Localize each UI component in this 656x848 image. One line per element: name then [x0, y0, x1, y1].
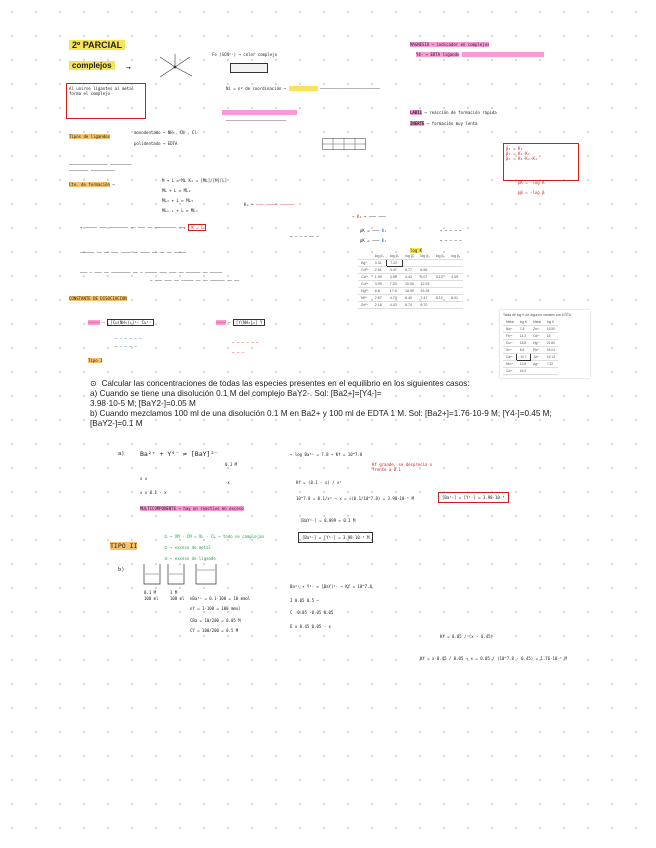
table-row — [358, 281, 463, 288]
table-header: log K — [544, 319, 558, 326]
table-cell: 3.50 — [387, 274, 402, 281]
table-cell: 8.10 — [433, 295, 448, 302]
dissociation-eq-2: ──── → [Y(NH₃)₆] Y — [216, 320, 265, 325]
page-title: 2º PARCIAL — [69, 40, 125, 50]
part-b-row-3: E x 0.45 0.05 - x — [290, 624, 331, 629]
part-a-row-2: -x — [225, 480, 230, 485]
table-cell: 16.13 — [544, 354, 558, 361]
dissociation-label: CONSTANTE DE DISOCIACIÓN — [69, 296, 127, 301]
table-cell: Fe²⁺ — [503, 333, 517, 340]
table-cell: Cu²⁺ — [358, 281, 372, 288]
part-b-row-1: I 0.05 0.5 — — [290, 598, 319, 603]
labil-row: LABIL → reacción de formación rápida — [410, 110, 497, 115]
table-cell: 8.70 — [417, 302, 432, 309]
table-cell: 10.7 — [517, 354, 530, 361]
table-cell — [433, 302, 448, 309]
table-cell: 13.8 — [517, 361, 530, 368]
polidentado-row: polidentado → EDTA — [134, 141, 178, 146]
tipo-1-label: Tipo I — [88, 358, 103, 363]
table-cell: 4.39 — [448, 274, 463, 281]
dissociation-eq-1: ───── → [Cu(NH₃)₄]²⁺ Cu²⁺ — [88, 320, 154, 325]
tipo-2-line-3: ③ → exceso de ligando — [164, 556, 216, 561]
table-cell: 16 — [544, 333, 558, 340]
beta-line-1: β₁ = K₁ — [506, 146, 523, 151]
pk-line-1: pK = -log K — [518, 180, 545, 185]
table-cell: Cd²⁺ — [530, 333, 544, 340]
table-cell: 16.50 — [544, 326, 558, 333]
arrow-icon: → — [126, 63, 131, 72]
part-b-mmol-1: nBa²⁺ = 0.1·100 = 10 mmol — [190, 596, 251, 601]
table-cell: 2.18 — [372, 302, 387, 309]
table-cell: Pb²⁺ — [530, 347, 544, 354]
part-b-k: Kf = 0.05 / (x · 0.45) — [440, 634, 493, 639]
part-b-equation: Ba²⁺ + Y⁴⁻ ⇌ [BaY]²⁻ → Kf = 10^7.8 — [290, 584, 372, 589]
table-header: log β₄ — [417, 253, 432, 260]
table-cell: 3.99 — [372, 281, 387, 288]
table-cell: 14.3 — [517, 333, 530, 340]
table-header: Metal — [530, 319, 544, 326]
table-row — [358, 302, 463, 309]
fescn-note: Fe (SCN²⁺) → color complejo — [212, 52, 278, 57]
table-cell: 7.8 — [517, 326, 530, 333]
coordination-note: Ni = nº de coordinación → ───────────────────────── — [226, 86, 381, 91]
table-row — [503, 347, 558, 354]
table-cell: 4.47 — [387, 267, 402, 274]
table-cell — [448, 267, 463, 274]
part-a-row-1: x x — [140, 476, 148, 481]
part-a-k1: Kf = (0.1 - x) / x² — [296, 480, 342, 485]
side-eq-4: → ─ ─ ─ ─ — [440, 238, 462, 243]
problem-line-1: ⊙ Calcular las concentraciones de todas las especies presentes en el equilibrio en los siguientes casos: — [90, 379, 470, 388]
formation-eq-3: ML₂ + L ⇌ ML₃ — [162, 198, 194, 203]
table-cell: 18.8 — [517, 340, 530, 347]
table-cell — [433, 260, 448, 267]
table-row — [503, 354, 558, 361]
table-cell: 5.07 — [417, 274, 432, 281]
bullet-icon: ⊙ — [90, 379, 97, 388]
problem-line-3: 3.98·10-5 M; [BaY2-]=0.05 M — [90, 399, 196, 408]
formation-eq-1: M + L ⇌ ML K₁ = [ML]/[M][L] — [162, 178, 228, 183]
formation-label: Cte. de formación → — [69, 182, 115, 187]
logk-table-title: log K — [410, 248, 423, 253]
table-cell: 2.67 — [372, 295, 387, 302]
table-cell: 7.33 — [387, 281, 402, 288]
beaker-2-conc: 1 M — [170, 590, 178, 595]
part-a-k2: 10^7.8 = 0.1/x² → x = √(0.1/10^7.8) = 3.98·10⁻⁵ M — [296, 496, 415, 501]
table-cell: Zn²⁺ — [358, 302, 372, 309]
table-cell — [433, 267, 448, 274]
beta-box — [503, 143, 579, 181]
formation-note-2: ──────── ────────── — [69, 168, 115, 173]
table-cell: 12.03 — [417, 281, 432, 288]
middle-line-c: ────── ── ── ─── ──── ── ──── ── ── ── ───── — [80, 250, 186, 255]
table-cell: Hg²⁺ — [358, 288, 372, 295]
table-cell: 10.06 — [402, 281, 417, 288]
table-cell: 1.99 — [372, 274, 387, 281]
table-cell: 19.28 — [417, 288, 432, 295]
table-cell: Ca²⁺ — [503, 354, 517, 361]
table-cell: 4.79 — [387, 295, 402, 302]
side-eq-2: pK = ─── K₂ — [360, 238, 387, 243]
table-cell: Hg²⁺ — [530, 340, 544, 347]
table-cell: 5.77 — [402, 267, 417, 274]
grid-sketch — [322, 138, 366, 150]
table-header: Metal — [503, 319, 517, 326]
table-cell: Ba²⁺ — [503, 326, 517, 333]
table-cell: 8.8 — [372, 288, 387, 295]
table-cell: 21.80 — [544, 340, 558, 347]
tipo-2-label: TIPO II — [110, 542, 138, 550]
complex-molecule-sketch — [150, 52, 200, 82]
table-row — [503, 368, 558, 375]
table-cell — [433, 288, 448, 295]
table-cell: Mn²⁺ — [503, 361, 517, 368]
edta-table — [503, 319, 558, 375]
table-cell: 18.04 — [544, 347, 558, 354]
part-a-conc: 0.1 M — [225, 462, 238, 467]
table-cell: Cu²⁺ — [503, 340, 517, 347]
beaker-1-vol: 100 ml — [144, 596, 159, 601]
monodentado-row: monodentado → NH₃, CN⁻, Cl⁻ — [134, 130, 200, 135]
part-b-mmol-2: nY = 1·100 = 100 mmol — [190, 606, 241, 611]
middle-line-d: ─── ─ ─── ── ──────── ── ─ ───── ─── ─── ── ────── ── ───── — [80, 270, 223, 275]
table-cell: 5.13 — [433, 274, 448, 281]
table-cell: 7.22 — [387, 260, 402, 267]
formation-eq-4: MLₙ₋₁ + L ⇌ MLₙ — [162, 208, 199, 213]
table-row — [503, 340, 558, 347]
table-header: log β₆ — [448, 253, 463, 260]
table-cell: 6.40 — [402, 295, 417, 302]
table-header: log K — [517, 319, 530, 326]
problem-line-5: [BaY2-]=0.1 M — [90, 419, 143, 428]
table-cell: 18.50 — [402, 288, 417, 295]
table-row — [503, 333, 558, 340]
table-cell — [402, 260, 417, 267]
part-b-conc-1: CBa = 10/200 = 0.05 M — [190, 618, 241, 623]
table-cell — [417, 260, 432, 267]
beta-line-2: β₂ = K₁·K₂ — [506, 151, 531, 156]
dissociation-blue-1: ─ ─ ─ ─ ─ ─ — [115, 336, 142, 341]
table-cell: 6.74 — [402, 302, 417, 309]
part-a-result-box: [Ba²⁺] = [Y⁴⁻] = 3.98·10⁻⁵ — [438, 492, 509, 503]
table-header: log β₅ — [433, 253, 448, 260]
table-header: log β₂ — [387, 253, 402, 260]
table-cell — [530, 368, 544, 375]
tipos-label: Tipos de ligandos — [69, 134, 110, 139]
table-cell — [544, 368, 558, 375]
ligand-note-box: Al unirse ligantes al metal forma el complejo — [66, 83, 146, 119]
tipo-2-line-1: ① → VM · CM = VL · CL → todo se complejan — [164, 534, 264, 539]
table-cell: 17.5 — [387, 288, 402, 295]
table-cell — [448, 288, 463, 295]
table-row — [503, 326, 558, 333]
fescn-box — [230, 63, 268, 73]
table-cell: 6.56 — [417, 267, 432, 274]
table-cell: 2.51 — [372, 267, 387, 274]
table-cell: Ni²⁺ — [358, 295, 372, 302]
table-cell: 8.6 — [517, 347, 530, 354]
pink-note: MULTICOMPONENTE → hay un reactivo en exceso — [140, 506, 244, 511]
table-cell: 3.31 — [372, 260, 387, 267]
table-cell — [448, 260, 463, 267]
part-a-bay: [BaY²⁻] = 0.099 ≈ 0.1 M — [300, 518, 356, 523]
part-a-kf: → log Ba²⁺ = 7.8 → Kf = 10^7.8 — [290, 452, 363, 457]
dissociation-row-2: ─ ─ ─ ─ ─ — [115, 344, 137, 349]
edta-logk-card — [500, 310, 590, 378]
table-row — [358, 295, 463, 302]
table-row — [358, 274, 463, 281]
table-cell: 4.43 — [402, 274, 417, 281]
problem-line-4: b) Cuando mezclamos 100 ml de una disolución 0.1 M en Ba2+ y 100 ml de EDTA 1 M. Sol: [Ba2+]=1.76·10-9 M; [Y4-]=0.45 M; — [90, 409, 552, 418]
table-cell: Zn²⁺ — [530, 326, 544, 333]
beakers-sketch — [142, 562, 222, 588]
logk-table — [358, 253, 463, 309]
table-cell: Co²⁺ — [503, 368, 517, 375]
problem-line-2: a) Cuando se tiene una disolución 0.1 M del complejo BaY2-. Sol: [Ba2+]=[Y4-]= — [90, 389, 382, 398]
table-row — [358, 260, 463, 267]
beaker-2-vol: 100 ml — [170, 596, 185, 601]
table-cell: Cd²⁺ — [358, 267, 372, 274]
formation-note-1: ──────────────── ───────── — [69, 162, 132, 167]
middle-note-2: ───────────────────────── — [226, 118, 287, 123]
part-b-conc-2: CY = 100/200 = 0.5 M — [190, 628, 239, 633]
tipo-2-line-2: ② → exceso de metal — [164, 545, 211, 550]
part-b-label: b) — [118, 567, 125, 573]
part-a-red-note: Kf grande, se desprecia x frente a 0.1 — [372, 462, 433, 472]
table-row — [358, 267, 463, 274]
edta-card-title: Tabla de log K de algunos metales con EDTA — [503, 313, 571, 317]
table-header: log β₃ — [402, 253, 417, 260]
middle-line-a: → ───── ─── ──────── ── ─── ── ───────── ──▸ K = L — [80, 225, 206, 230]
middle-line-b: → ─ ─ ─ ── ─ — [290, 234, 319, 239]
dissociation-red-1: ─ ─ ─ ─ ─ ─ — [232, 340, 259, 345]
table-cell: 7.32 — [544, 361, 558, 368]
middle-note-1 — [222, 110, 297, 115]
part-a-final: [Ba²⁺] = [Y⁴⁻] = 3.98·10⁻⁵ M — [298, 532, 373, 543]
logk-table-wrap — [358, 248, 463, 309]
magnesio-note: MAGNESIO → indicador en complejos — [410, 42, 490, 47]
part-a-row-3: x x 0.1 - x — [140, 490, 167, 495]
table-cell: 7.47 — [417, 295, 432, 302]
formation-eq-2: ML + L ⇌ ML₂ — [162, 188, 191, 193]
table-cell: 8.01 — [448, 295, 463, 302]
part-a-label: a) — [118, 451, 125, 457]
formation-kn: Kₙ → ─── ───── ────── — [244, 202, 295, 207]
table-cell: Co²⁺ — [358, 274, 372, 281]
red-arrow-note: → K₁ → ─── ─── — [352, 214, 386, 219]
part-a-equation: Ba²⁺ + Y⁴⁻ ⇌ [BaY]²⁻ — [140, 450, 219, 458]
table-cell — [448, 302, 463, 309]
table-row — [358, 288, 463, 295]
table-cell: Sr²⁺ — [503, 347, 517, 354]
pk-line-2: pβ = -log β — [518, 190, 545, 195]
beaker-1-conc: 0.1 M — [144, 590, 157, 595]
side-eq-3: → ─ ─ ─ ─ — [440, 228, 462, 233]
edta-note: Y4- → EDTA ligando — [416, 52, 544, 57]
table-cell: Ag⁺ — [358, 260, 372, 267]
topic-heading: complejos — [69, 61, 115, 70]
dissociation-red-2: ─ ─ ─ — [232, 350, 245, 355]
table-cell: 16.3 — [517, 368, 530, 375]
table-cell — [448, 281, 463, 288]
middle-line-e: ─ ─── ─── ── ───── ── ── ────── ── ── — [150, 278, 240, 283]
table-header: log β₁ — [372, 253, 387, 260]
inerte-row: INERTE → formación muy lenta — [410, 121, 478, 126]
beta-line-3: β₃ = K₁·K₂·K₃ — [506, 156, 538, 161]
table-cell: Al³⁺ — [530, 354, 544, 361]
side-eq-1: pK = ─── K₁ — [360, 228, 387, 233]
part-b-k2: Kf = x·0.45 / 0.05 → x = 0.05 / (10^7.8 · 0.45) = 1.76·10⁻⁹ M — [420, 656, 567, 661]
part-b-row-2: C -0.05 -0.05 0.05 — [290, 610, 334, 615]
table-row — [503, 361, 558, 368]
table-cell — [433, 281, 448, 288]
problem-statement — [90, 379, 630, 429]
table-cell: 4.43 — [387, 302, 402, 309]
table-cell: Ag⁺ — [530, 361, 544, 368]
